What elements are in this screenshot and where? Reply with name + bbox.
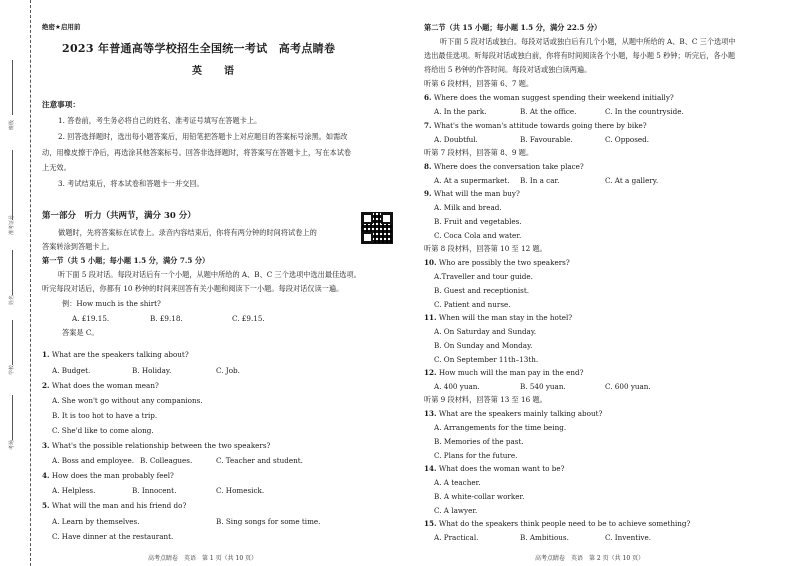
part1-intro: 做题时，先将答案标在试卷上。录音内容结束后，你将有两分钟的时间将试卷上的 (58, 228, 317, 237)
example-option: C. £9.15. (232, 314, 265, 323)
section1-intro: 听下面 5 段对话。每段对话后有一个小题，从题中所给的 A、B、C 三个选项中选出最佳选项。 (58, 270, 361, 279)
part1-intro: 答案转涂到答题卡上。 (42, 242, 114, 251)
option: A. Arrangements for the time being. (434, 423, 567, 432)
question-text: What does the woman mean? (51, 381, 159, 390)
option: C. 600 yuan. (605, 382, 651, 391)
option: C. She'd like to come along. (52, 426, 154, 435)
question-14 (424, 464, 564, 473)
option: A. On Saturday and Sunday. (434, 327, 537, 336)
binding-line (30, 0, 31, 566)
option: B. Favourable. (520, 135, 573, 144)
option: A. Practical. (434, 533, 479, 542)
option: B. Guest and receptionist. (434, 286, 530, 295)
section2-intro: 选出最佳选项。听每段对话或独白前，你将有时间阅读各个小题，每小题 5 秒钟；听完后，各小题 (424, 51, 736, 60)
section2-intro: 听下面 5 段对话或独白。每段对话或独白后有几个小题，从题中所给的 A、B、C 三个选项中 (440, 37, 736, 46)
question-number: 10. (424, 258, 437, 267)
option: B. 540 yuan. (520, 382, 566, 391)
option: C. Have dinner at the restaurant. (52, 532, 174, 541)
page-footer-left: 高考点睛卷 英语 第 1 页（共 10 页） (148, 555, 258, 562)
side-label-name: 姓名 (9, 294, 15, 305)
option: A. 400 yuan. (434, 382, 480, 391)
option: B. Memories of the past. (434, 437, 524, 446)
option: A. Milk and bread. (434, 203, 502, 212)
example-question: 例：How much is the shirt? (62, 299, 161, 308)
option: C. Patient and nurse. (434, 300, 511, 309)
question-text: What are the speakers mainly talking about? (438, 409, 603, 418)
option: C. Plans for the future. (434, 451, 518, 460)
notes-line: 2. 回答选择题时，选出每小题答案后，用铅笔把答题卡上对应题目的答案标号涂黑。如需改 (58, 132, 348, 141)
question-text: Where does the conversation take place? (433, 162, 584, 171)
question-2 (42, 381, 159, 390)
material-note: 听第 9 段材料，回答第 13 至 16 题。 (424, 395, 547, 404)
side-rule (12, 60, 13, 115)
option: A. A teacher. (434, 478, 481, 487)
qr-corner (381, 213, 392, 224)
section2-heading: 第二节（共 15 小题；每小题 1.5 分，满分 22.5 分） (424, 23, 602, 32)
question-number: 2. (42, 381, 50, 390)
option: C. At a gallery. (605, 176, 659, 185)
side-label-ticket: 准考证号 (9, 214, 15, 235)
option: A. Budget. (52, 366, 91, 375)
question-13 (424, 409, 602, 418)
section1-heading: 第一节（共 5 小题；每小题 1.5 分，满分 7.5 分） (42, 256, 210, 265)
question-3 (42, 441, 270, 450)
option: B. Colleagues. (140, 456, 193, 465)
question-text: What are the speakers talking about? (51, 350, 189, 359)
question-number: 7. (424, 121, 432, 130)
question-number: 1. (42, 350, 50, 359)
subject-title: 英 语 (192, 66, 240, 77)
side-label-school: 学校 (9, 364, 15, 375)
side-rule (12, 320, 13, 365)
question-number: 8. (424, 162, 432, 171)
question-text: Who are possibly the two speakers? (438, 258, 570, 267)
qr-corner (362, 232, 373, 243)
option: B. Holiday. (132, 366, 172, 375)
example-option: B. £9.18. (150, 314, 183, 323)
side-label-class: 班级 (9, 119, 15, 130)
question-text: What will the man and his friend do? (51, 501, 187, 510)
option: C. In the countryside. (605, 107, 684, 116)
question-number: 3. (42, 441, 50, 450)
question-number: 14. (424, 464, 437, 473)
question-number: 6. (424, 93, 432, 102)
option: C. Job. (216, 366, 240, 375)
question-text: What's the woman's attitude towards going there by bike? (433, 121, 647, 130)
option: C. Homesick. (216, 486, 265, 495)
option: A. Boss and employee. (52, 456, 134, 465)
material-note: 听第 8 段材料，回答第 10 至 12 题。 (424, 244, 547, 253)
option: B. At the office. (520, 107, 577, 116)
notes-line: 上无效。 (42, 163, 71, 172)
question-number: 4. (42, 471, 50, 480)
option: B. In a car. (520, 176, 560, 185)
material-note: 听第 7 段材料，回答第 8、9 题。 (424, 148, 534, 157)
option: A. Learn by themselves. (52, 517, 140, 526)
option: A. In the park. (434, 107, 487, 116)
option: C. On September 11th–13th. (434, 355, 539, 364)
option: A.Traveller and tour guide. (434, 272, 533, 281)
side-rule (12, 395, 13, 440)
option: B. On Sunday and Monday. (434, 341, 533, 350)
notes-line: 动，用橡皮擦干净后，再选涂其他答案标号。回答非选择题时，将答案写在答题卡上，写在本试卷 (42, 148, 352, 157)
material-note: 听第 6 段材料，回答第 6、7 题。 (424, 79, 534, 88)
option: A. At a supermarket. (434, 176, 510, 185)
question-number: 12. (424, 368, 437, 377)
side-rule (12, 150, 13, 220)
confidential-mark: 绝密★启用前 (42, 23, 81, 31)
option: B. It is too hot to have a trip. (52, 411, 158, 420)
exam-title: 2023 年普通高等学校招生全国统一考试 高考点睛卷 (62, 42, 336, 55)
question-text: How much will the man pay in the end? (438, 368, 584, 377)
option: C. A lawyer. (434, 506, 478, 515)
notes-line: 1. 答卷前，考生务必将自己的姓名、准考证号填写在答题卡上。 (58, 116, 262, 125)
example-option: A. £19.15. (72, 314, 110, 323)
question-text: What will the man buy? (433, 189, 520, 198)
qr-code-image (361, 212, 393, 244)
option: B. Fruit and vegetables. (434, 217, 522, 226)
example-answer: 答案是 C。 (62, 328, 99, 337)
question-text: What's the possible relationship between the two speakers? (51, 441, 271, 450)
question-number: 11. (424, 313, 437, 322)
option: A. Doubtful. (434, 135, 478, 144)
question-text: What do the speakers think people need to be to achieve something? (438, 519, 691, 528)
option: C. Coca Cola and water. (434, 231, 522, 240)
option: C. Inventive. (605, 533, 652, 542)
option: B. Innocent. (132, 486, 177, 495)
question-7 (424, 121, 647, 130)
question-6 (424, 93, 674, 102)
section2-intro: 将给出 5 秒钟的作答时间。每段对话或独白读两遍。 (424, 65, 592, 74)
option: B. Sing songs for some time. (216, 517, 321, 526)
question-15 (424, 519, 690, 528)
qr-corner (362, 213, 373, 224)
question-9 (424, 189, 520, 198)
question-text: How does the man probably feel? (51, 471, 174, 480)
question-number: 5. (42, 501, 50, 510)
part1-heading: 第一部分 听力（共两节，满分 30 分） (42, 211, 196, 221)
option: A. She won't go without any companions. (52, 396, 203, 405)
question-1 (42, 350, 189, 359)
question-text: When will the man stay in the hotel? (438, 313, 573, 322)
question-text: What does the woman want to be? (438, 464, 565, 473)
notes-line: 3. 考试结束后，将本试卷和答题卡一并交回。 (58, 179, 204, 188)
question-8 (424, 162, 584, 171)
notes-heading: 注意事项： (42, 100, 80, 109)
question-text: Where does the woman suggest spending their weekend initially? (433, 93, 674, 102)
section1-intro: 听完每段对话后，你都有 10 秒钟的时间来回答有关小题和阅读下一小题。每段对话仅读一遍。 (42, 284, 344, 293)
page-footer-right: 高考点睛卷 英语 第 2 页（共 10 页） (535, 555, 645, 562)
option: A. Helpless. (52, 486, 96, 495)
question-number: 15. (424, 519, 437, 528)
option: C. Opposed. (605, 135, 650, 144)
question-11 (424, 313, 572, 322)
side-rule (12, 250, 13, 295)
question-number: 9. (424, 189, 432, 198)
question-4 (42, 471, 174, 480)
option: C. Teacher and student. (216, 456, 303, 465)
option: B. Ambitious. (520, 533, 569, 542)
question-5 (42, 501, 186, 510)
question-number: 13. (424, 409, 437, 418)
side-label-room: 考场 (9, 439, 15, 450)
question-12 (424, 368, 583, 377)
question-10 (424, 258, 570, 267)
option: B. A white-collar worker. (434, 492, 525, 501)
